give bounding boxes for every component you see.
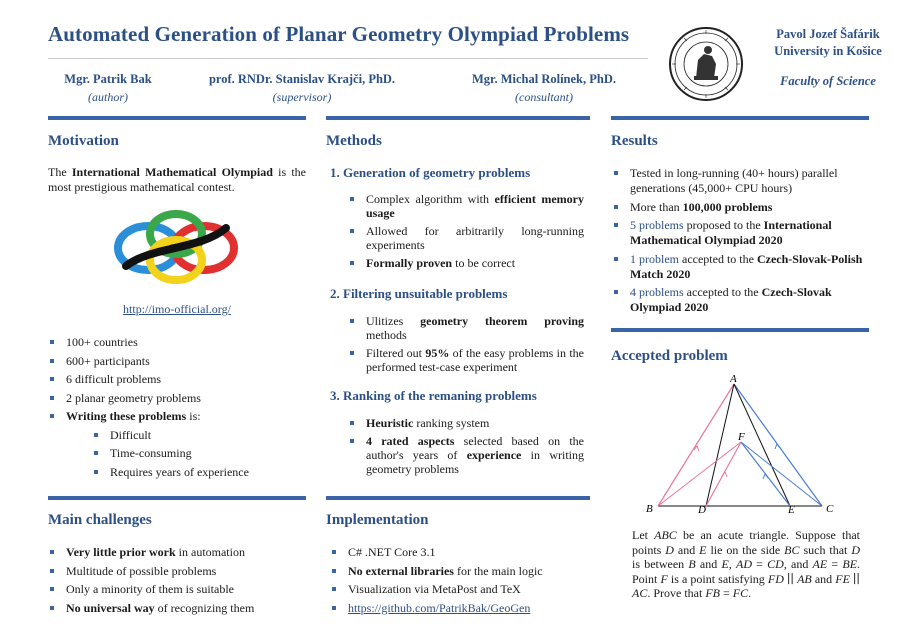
title-divider: [48, 58, 648, 59]
list-item: Ulitizes geometry theorem proving methods: [348, 314, 584, 342]
segment-fc: [741, 442, 822, 506]
challenges-list: [48, 545, 306, 619]
motivation-intro: The International Mathematical Olympiad is the most prestigious mathematical contest.: [48, 165, 306, 194]
point-label-c: C: [826, 503, 834, 514]
person-consultant: [424, 72, 664, 105]
university-line1: Pavol Jozef Šafárik: [776, 27, 880, 41]
implementation-list: [330, 545, 590, 619]
list-item: Very little prior work in automation: [48, 545, 306, 560]
methods-heading-2: 2. Filtering unsuitable problems: [330, 286, 508, 301]
methods-list-1: [348, 192, 584, 274]
results-list: [612, 166, 870, 319]
person-name: Mgr. Michal Rolínek, PhD.: [472, 72, 616, 86]
list-item: 4 rated aspects selected based on the author's years of experience in writing geometry problems: [348, 434, 584, 476]
list-item: No external libraries for the main logic: [330, 564, 590, 579]
point-label-e: E: [788, 504, 795, 514]
university-line2: University in Košice: [774, 44, 882, 58]
motivation-title: Motivation: [48, 133, 119, 149]
list-item: 1 problem accepted to the Czech-Slovak-Polish Match 2020: [612, 252, 870, 282]
list-item: 2 planar geometry problems: [48, 391, 306, 406]
list-item: Complex algorithm with efficient memory usage: [348, 192, 584, 220]
list-item: 100+ countries: [48, 335, 306, 350]
methods-bar: [326, 116, 590, 120]
faculty-name: Faculty of Science: [780, 74, 876, 88]
segment-ad: [706, 384, 734, 506]
list-item: Writing these problems is:: [48, 409, 306, 424]
accepted-title: Accepted problem: [611, 348, 728, 364]
side-ab: [658, 384, 734, 506]
results-bar: [611, 116, 869, 120]
results-title: Results: [611, 133, 658, 149]
person-name: prof. RNDr. Stanislav Krajči, PhD.: [208, 72, 396, 86]
imo-link[interactable]: http://imo-official.org/: [123, 302, 231, 316]
sub-list-item: Requires years of experience: [48, 465, 306, 480]
github-link[interactable]: https://github.com/PatrikBak/GeoGen: [348, 600, 531, 615]
challenges-bar: [48, 496, 306, 500]
list-item: Multitude of possible problems: [48, 564, 306, 579]
problem-statement: Let ABC be an acute triangle. Suppose that points D and E lie on the side BC such that D is between B and E, AD = CD, and AE = BE. Point F is a point satisfying FD ∣∣ AB and FE ∣∣ AC. Prove that FB = FC.: [632, 528, 861, 600]
methods-heading-1: 1. Generation of geometry problems: [330, 165, 531, 180]
person-name: Mgr. Patrik Bak: [64, 72, 152, 86]
list-item: Allowed for arbitrarily long-running experiments: [348, 224, 584, 252]
list-item: 5 problems proposed to the International Mathematical Olympiad 2020: [612, 218, 870, 248]
list-item: C# .NET Core 3.1: [330, 545, 590, 560]
accepted-bar: [611, 328, 869, 332]
segment-ae: [734, 384, 790, 506]
person-role: (author): [88, 90, 128, 104]
list-item: More than 100,000 problems: [612, 200, 870, 215]
imo-link-wrap: [48, 300, 306, 318]
sub-list-item: Difficult: [48, 428, 306, 443]
university-name: [748, 26, 908, 60]
list-item: Heuristic ranking system: [348, 416, 584, 430]
implementation-bar: [326, 496, 590, 500]
methods-title: Methods: [326, 133, 382, 149]
poster-title: Automated Generation of Planar Geometry Olympiad Problems: [48, 22, 630, 46]
point-label-f: F: [738, 431, 745, 443]
sub-list-item: Time-consuming: [48, 446, 306, 461]
university-seal-logo: [668, 26, 744, 102]
list-item: Tested in long-running (40+ hours) parallel generations (45,000+ CPU hours): [612, 166, 870, 196]
list-item: Only a minority of them is suitable: [48, 582, 306, 597]
point-label-d: D: [698, 504, 706, 514]
challenges-title: Main challenges: [48, 512, 152, 528]
person-role: (supervisor): [272, 90, 332, 104]
point-label-b: B: [646, 503, 653, 514]
point-label-a: A: [730, 373, 737, 385]
list-item: Formally proven to be correct: [348, 256, 584, 270]
motivation-list: [48, 335, 306, 483]
list-item: Filtered out 95% of the easy problems in the performed test-case experiment: [348, 346, 584, 374]
implementation-title: Implementation: [326, 512, 429, 528]
list-item: 6 difficult problems: [48, 372, 306, 387]
methods-list-2: [348, 314, 584, 378]
methods-list-3: [348, 416, 584, 480]
motivation-bar: [48, 116, 306, 120]
list-item: 600+ participants: [48, 354, 306, 369]
geometry-diagram: [640, 372, 840, 514]
segment-fb: [658, 442, 741, 506]
person-supervisor: [182, 72, 422, 105]
list-item: Visualization via MetaPost and TeX: [330, 582, 590, 597]
imo-logo: [112, 206, 240, 288]
person-role: (consultant): [515, 90, 573, 104]
list-item: [330, 601, 590, 616]
list-item: No universal way of recognizing them: [48, 601, 306, 616]
list-item: 4 problems accepted to the Czech-Slovak Olympiad 2020: [612, 285, 870, 315]
methods-heading-3: 3. Ranking of the remaning problems: [330, 388, 537, 403]
